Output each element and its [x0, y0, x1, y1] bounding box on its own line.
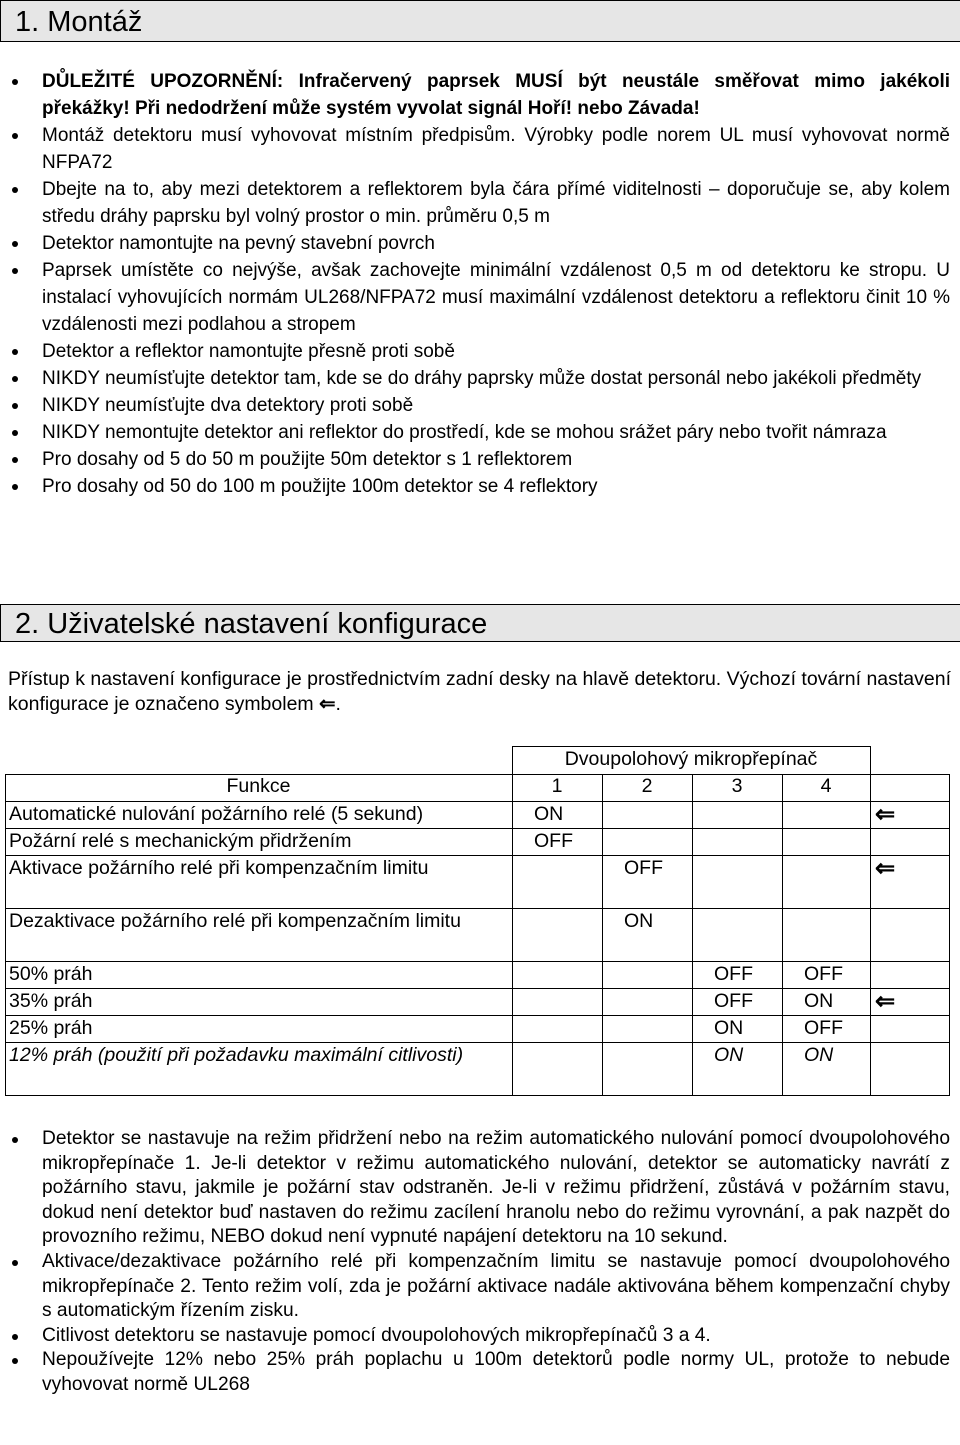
- switch-setting-s4: ON: [804, 990, 834, 1012]
- table-row-function: 12% práh (použití při požadavku maximální citlivosti): [9, 1044, 464, 1066]
- config-intro: [8, 667, 953, 717]
- default-arrow-icon: ⇐: [319, 693, 336, 715]
- default-arrow-icon: ⇐: [875, 988, 896, 1015]
- switch-setting-s3: ON: [714, 1017, 744, 1039]
- section-2-title: 2. Uživatelské nastavení konfigurace: [15, 608, 488, 640]
- list-item: NIKDY neumísťujte dva detektory proti sobě: [0, 392, 960, 419]
- switch-number-header: 4: [820, 775, 832, 797]
- switch-setting-s4: OFF: [804, 1017, 843, 1039]
- list-item: Paprsek umístěte co nejvýše, avšak zachovejte minimální vzdálenost 0,5 m od detektoru ke stropu. U instalací vyhovujících normám UL268/NFPA72 musí maximální vzdálenost detektoru a reflektoru činit 10 % vzdálenosti mezi podlahou a stropem: [0, 257, 960, 338]
- switch-setting-s4: OFF: [804, 963, 843, 985]
- list-item: Dbejte na to, aby mezi detektorem a reflektorem byla čára přímé viditelnosti – doporučuje se, aby kolem středu dráhy paprsku byl volný prostor o min. průměru 0,5 m: [0, 176, 960, 230]
- switch-setting-s2: OFF: [624, 857, 663, 879]
- table-row-function: 35% práh: [9, 990, 93, 1012]
- list-item: NIKDY neumísťujte detektor tam, kde se do dráhy paprsky může dostat personál nebo jakékoli předměty: [0, 365, 960, 392]
- table-row-function: Automatické nulování požárního relé (5 sekund): [9, 803, 424, 825]
- montaz-list: [0, 68, 960, 500]
- switch-setting-s3: OFF: [714, 990, 753, 1012]
- list-item: Citlivost detektoru se nastavuje pomocí dvoupolohových mikropřepínačů 3 a 4.: [0, 1324, 960, 1349]
- switch-group-header: Dvoupolohový mikropřepínač: [564, 748, 818, 770]
- list-item: DŮLEŽITÉ UPOZORNĚNÍ: Infračervený paprsek MUSÍ být neustále směřovat mimo jakékoli překážky! Při nedodržení může systém vyvolat signál Hoří! nebo Závada!: [0, 68, 960, 122]
- section-1-title: 1. Montáž: [15, 6, 143, 38]
- switch-number-header: 3: [731, 775, 743, 797]
- table-row-function: Požární relé s mechanickým přidržením: [9, 830, 352, 852]
- table-row-function: Dezaktivace požárního relé při kompenzačním limitu: [9, 910, 461, 932]
- default-arrow-icon: ⇐: [875, 801, 896, 828]
- section-2-header: [0, 604, 960, 642]
- notes-list: [0, 1127, 960, 1398]
- list-item: Detektor namontujte na pevný stavební povrch: [0, 230, 960, 257]
- switch-setting-s1: OFF: [534, 830, 573, 852]
- switch-number-header: 1: [551, 775, 563, 797]
- list-item: Detektor a reflektor namontujte přesně proti sobě: [0, 338, 960, 365]
- switch-setting-s3: OFF: [714, 963, 753, 985]
- table-row-function: 50% práh: [9, 963, 93, 985]
- table-row-function: 25% práh: [9, 1017, 93, 1039]
- list-item: Pro dosahy od 5 do 50 m použijte 50m detektor s 1 reflektorem: [0, 446, 960, 473]
- intro-text: Přístup k nastavení konfigurace je prostřednictvím zadní desky na hlavě detektoru. Výchozí tovární nastavení konfigurace je označeno symbolem: [8, 668, 952, 715]
- switch-number-header: 2: [641, 775, 653, 797]
- intro-end: .: [335, 693, 341, 715]
- config-table: [5, 746, 950, 1096]
- default-arrow-icon: ⇐: [875, 855, 896, 882]
- list-item: Pro dosahy od 50 do 100 m použijte 100m detektor se 4 reflektory: [0, 473, 960, 500]
- switch-setting-s4: ON: [804, 1044, 834, 1066]
- list-item: Nepoužívejte 12% nebo 25% práh poplachu u 100m detektorů podle normy UL, protože to nebude vyhovovat normě UL268: [0, 1348, 960, 1397]
- list-item: NIKDY nemontujte detektor ani reflektor do prostředí, kde se mohou srážet páry nebo tvořit námraza: [0, 419, 960, 446]
- list-item: Montáž detektoru musí vyhovovat místním předpisům. Výrobky podle norem UL musí vyhovovat normě NFPA72: [0, 122, 960, 176]
- function-header: Funkce: [226, 775, 291, 797]
- list-item: Detektor se nastavuje na režim přidržení nebo na režim automatického nulování pomocí dvoupolohového mikropřepínače 1. Je-li detektor v režimu automatického nulování, detektor se automaticky navrátí z požárního stavu, jakmile je požární stav odstraněn. Je-li v režimu přidržení, zůstává v požárním stavu, dokud není detektor buď nastaven do režimu zacílení hranolu nebo do režimu vyrovnání, a pak nazpět do provozního režimu, NEBO dokud není vypnuté napájení detektoru na 10 sekund.: [0, 1127, 960, 1250]
- table-row-function: Aktivace požárního relé při kompenzačním limitu: [9, 857, 429, 879]
- switch-setting-s3: ON: [714, 1044, 744, 1066]
- switch-setting-s2: ON: [624, 910, 654, 932]
- list-item: Aktivace/dezaktivace požárního relé při kompenzačním limitu se nastavuje pomocí dvoupolohového mikropřepínače 2. Tento režim volí, zda je požární aktivace nadále aktivována během kompenzační chyby s automatickým řízením zisku.: [0, 1250, 960, 1324]
- switch-setting-s1: ON: [534, 803, 564, 825]
- section-1-header: [0, 0, 960, 42]
